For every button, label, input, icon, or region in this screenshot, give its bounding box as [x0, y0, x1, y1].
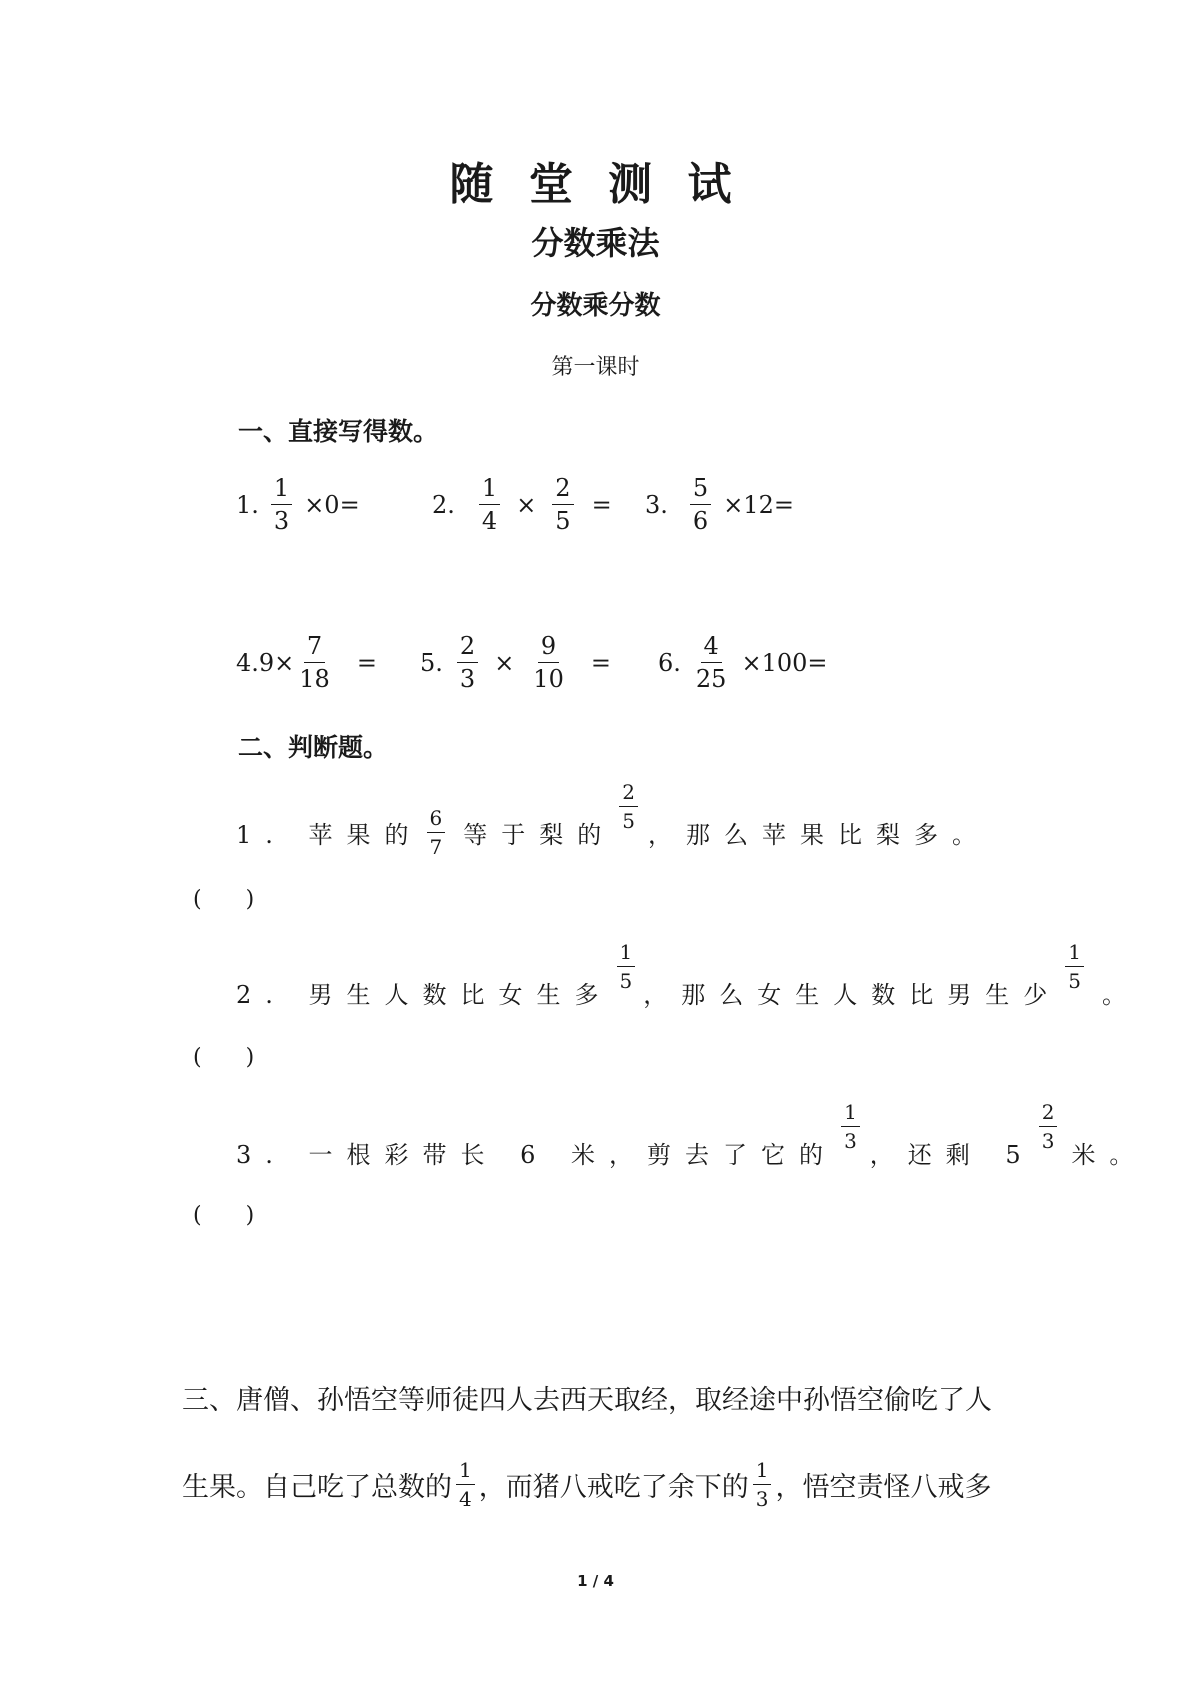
q2-operator: ×: [516, 490, 537, 519]
story-text-c: ，悟空责怪八戒多: [775, 1472, 992, 1503]
judge-2: [236, 940, 1126, 1017]
section2-heading: 二、判断题。: [238, 733, 389, 762]
j3-fraction-1: $\frac{1}{3}$: [841, 1102, 860, 1151]
q6-rest: ×100=: [741, 648, 828, 677]
j2-text-b: ，那么女生人数比男生少: [643, 981, 1062, 1009]
q5-operator: ×: [494, 648, 515, 677]
question-5: [420, 634, 611, 691]
q5-equals: =: [590, 648, 611, 677]
q3-label: 3.: [645, 490, 668, 519]
q5-label: 5.: [420, 648, 443, 677]
story-text-a: 生果。自己吃了总数的: [182, 1472, 452, 1503]
j1-text-c: ，那么苹果比梨多。: [648, 821, 990, 849]
q1-rest: ×0=: [304, 490, 360, 519]
j1-text-b: 等于梨的: [463, 821, 616, 849]
j2-text-a: 2. 男生人数比女生多: [236, 981, 613, 1009]
story-text-b: ，而猪八戒吃了余下的: [478, 1472, 749, 1503]
section-title: 分数乘分数: [530, 291, 661, 321]
q3-rest: ×12=: [723, 490, 794, 519]
story-line-2: [182, 1460, 991, 1509]
story-line-1: 三、唐僧、孙悟空等师徒四人去西天取经，取经途中孙悟空偷吃了人: [182, 1385, 992, 1416]
q1-label: 1.: [236, 490, 259, 519]
j2-fraction-2: $\frac{1}{5}$: [1065, 942, 1084, 991]
j2-text-c: 。: [1102, 981, 1126, 1009]
j1-fraction-2: $\frac{2}{5}$: [619, 782, 638, 831]
question-2: [432, 476, 612, 533]
q4-fraction: $\frac{7}{18}$: [299, 632, 330, 693]
page-number: 1 / 4: [577, 1572, 614, 1590]
j2-fraction-1: $\frac{1}{5}$: [617, 942, 636, 991]
page-title: 随 堂 测 试: [449, 159, 742, 210]
j3-text-b: ，还剩 5: [869, 1141, 1035, 1169]
q3-fraction: $\frac{5}{6}$: [690, 476, 711, 533]
judge-3: [236, 1100, 1148, 1177]
section1-heading: 一、直接写得数。: [238, 417, 439, 446]
j2-answer-paren: ( ): [193, 1045, 255, 1070]
question-4: [236, 634, 377, 691]
q2-label: 2.: [432, 490, 455, 519]
lesson-label: 第一课时: [551, 355, 640, 380]
j1-text-a: 1. 苹果的: [236, 821, 423, 849]
story-fraction-2: $\frac{1}{3}$: [753, 1460, 772, 1509]
q1-fraction: $\frac{1}{3}$: [271, 476, 292, 533]
question-1: [236, 476, 360, 533]
q2-equals: =: [591, 490, 612, 519]
question-6: [658, 634, 827, 691]
q5-fraction-2: $\frac{9}{10}$: [533, 632, 564, 693]
q2-fraction-1: $\frac{1}{4}$: [479, 476, 500, 533]
judge-1: [236, 780, 990, 859]
story-fraction-1: $\frac{1}{4}$: [456, 1460, 475, 1509]
j1-fraction-1: $\frac{6}{7}$: [427, 808, 446, 857]
j1-answer-paren: ( ): [193, 887, 255, 912]
question-3: [645, 476, 794, 533]
j3-answer-paren: ( ): [193, 1203, 255, 1228]
j3-fraction-2: $\frac{2}{3}$: [1039, 1102, 1058, 1151]
q5-fraction-1: $\frac{2}{3}$: [457, 634, 478, 691]
q2-fraction-2: $\frac{2}{5}$: [552, 476, 573, 533]
q6-label: 6.: [658, 648, 681, 677]
q4-equals: =: [356, 648, 377, 677]
q4-label: 4.9×: [236, 648, 295, 677]
j3-text-c: 米。: [1071, 1141, 1148, 1169]
chapter-title: 分数乘法: [531, 224, 660, 262]
q6-fraction: $\frac{4}{25}$: [695, 632, 727, 693]
j3-text-a: 3. 一根彩带长 6 米，剪去了它的: [236, 1141, 838, 1169]
